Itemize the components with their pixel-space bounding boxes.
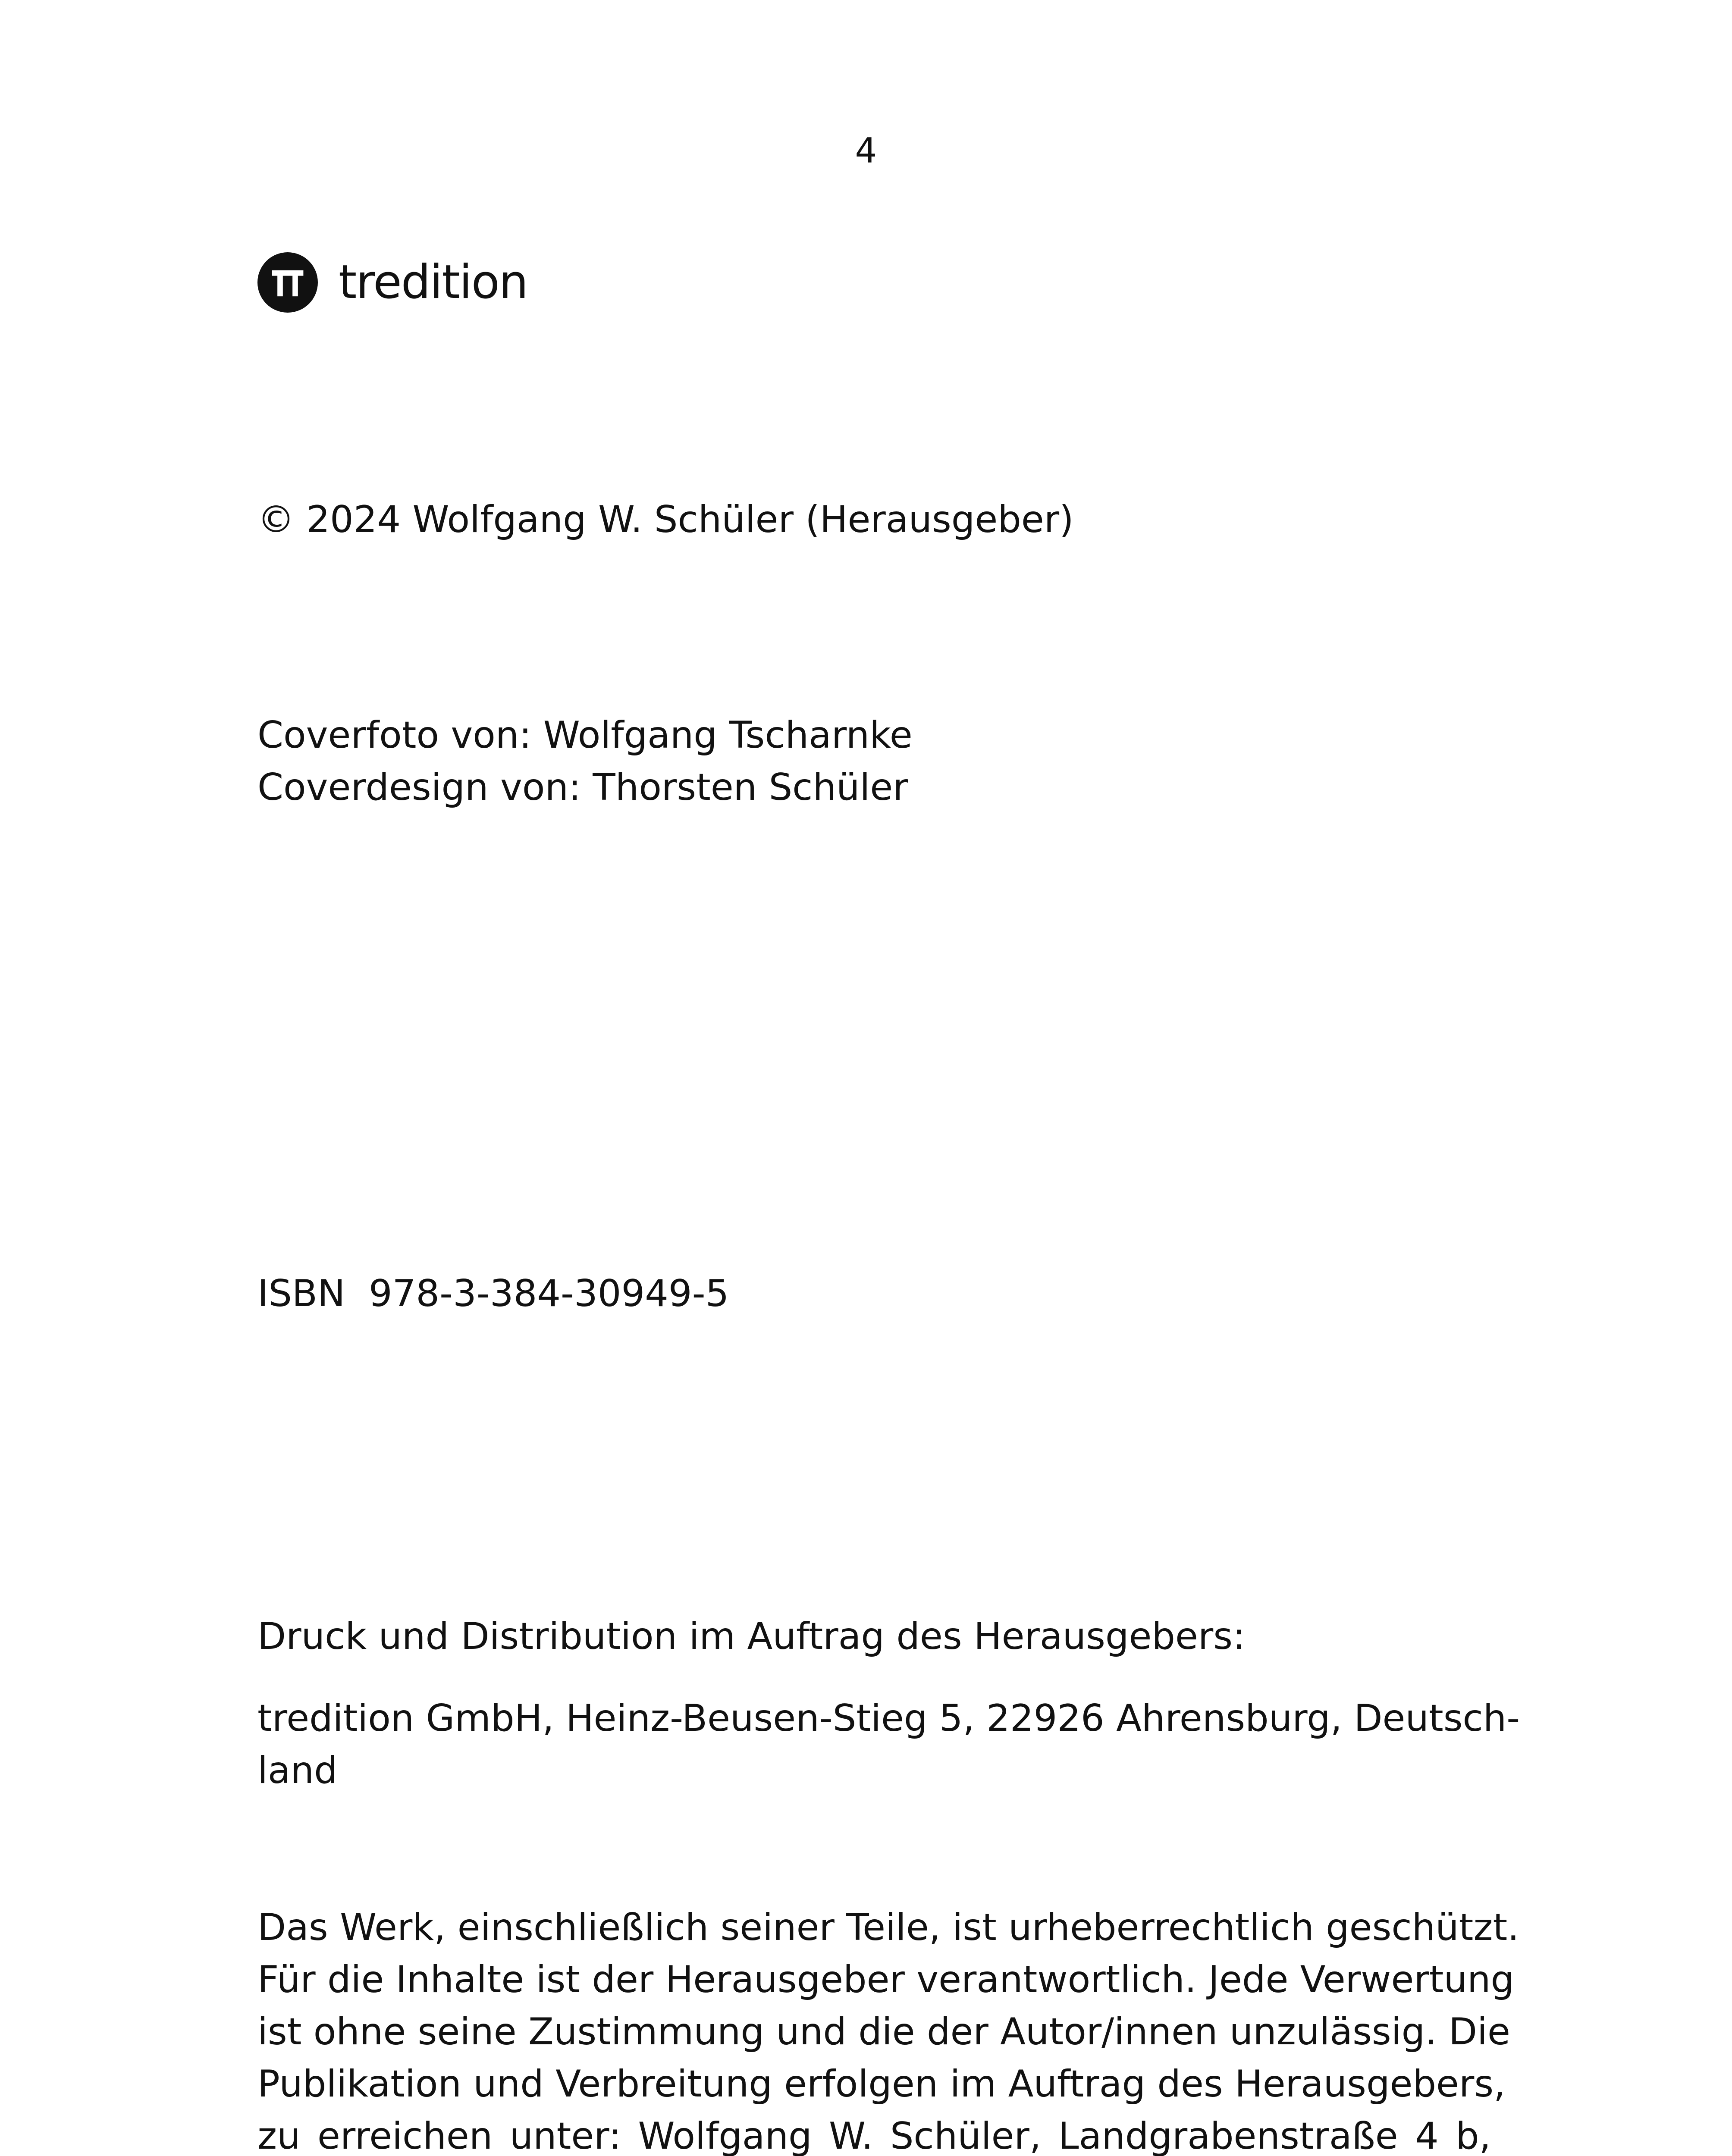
publisher-address-line: tredition GmbH, Heinz-Beusen-Stieg 5, 22926 Ahrensburg, Deutsch- (257, 1697, 1520, 1740)
logo-wordmark: tredition (339, 255, 528, 309)
publisher-address (257, 1692, 1520, 1797)
legal-notice-line: Publikation und Verbreitung erfolgen im Auftrag des Herausgebers, (257, 2062, 1506, 2106)
legal-notice-line: Das Werk, einschließlich seiner Teile, ist urheberrechtlich geschützt. (257, 1906, 1519, 1949)
legal-notice (257, 1902, 1519, 2156)
legal-notice-line: zu erreichen unter: Wolfgang W. Schüler, Landgrabenstraße 4 b, (257, 2115, 1491, 2156)
tredition-logo-mark-icon (257, 252, 318, 313)
publisher-logo (257, 252, 527, 313)
print-distribution-heading: Druck und Distribution im Auftrag des Herausgebers: (257, 1615, 1246, 1658)
coverdesign-credit: Coverdesign von: Thorsten Schüler (257, 766, 908, 809)
isbn: ISBN 978-3-384-30949-5 (257, 1272, 729, 1315)
legal-notice-line: Für die Inhalte ist der Herausgeber verantwortlich. Jede Verwertung (257, 1958, 1515, 2001)
coverfoto-credit: Coverfoto von: Wolfgang Tscharnke (257, 714, 913, 757)
cover-credits (257, 709, 1491, 814)
publisher-address-line: land (257, 1749, 338, 1792)
page-number: 4 (855, 131, 877, 171)
legal-notice-line: ist ohne seine Zustimmung und die der Autor/innen unzulässig. Die (257, 2010, 1510, 2053)
copyright-notice: © 2024 Wolfgang W. Schüler (Herausgeber) (257, 498, 1074, 541)
